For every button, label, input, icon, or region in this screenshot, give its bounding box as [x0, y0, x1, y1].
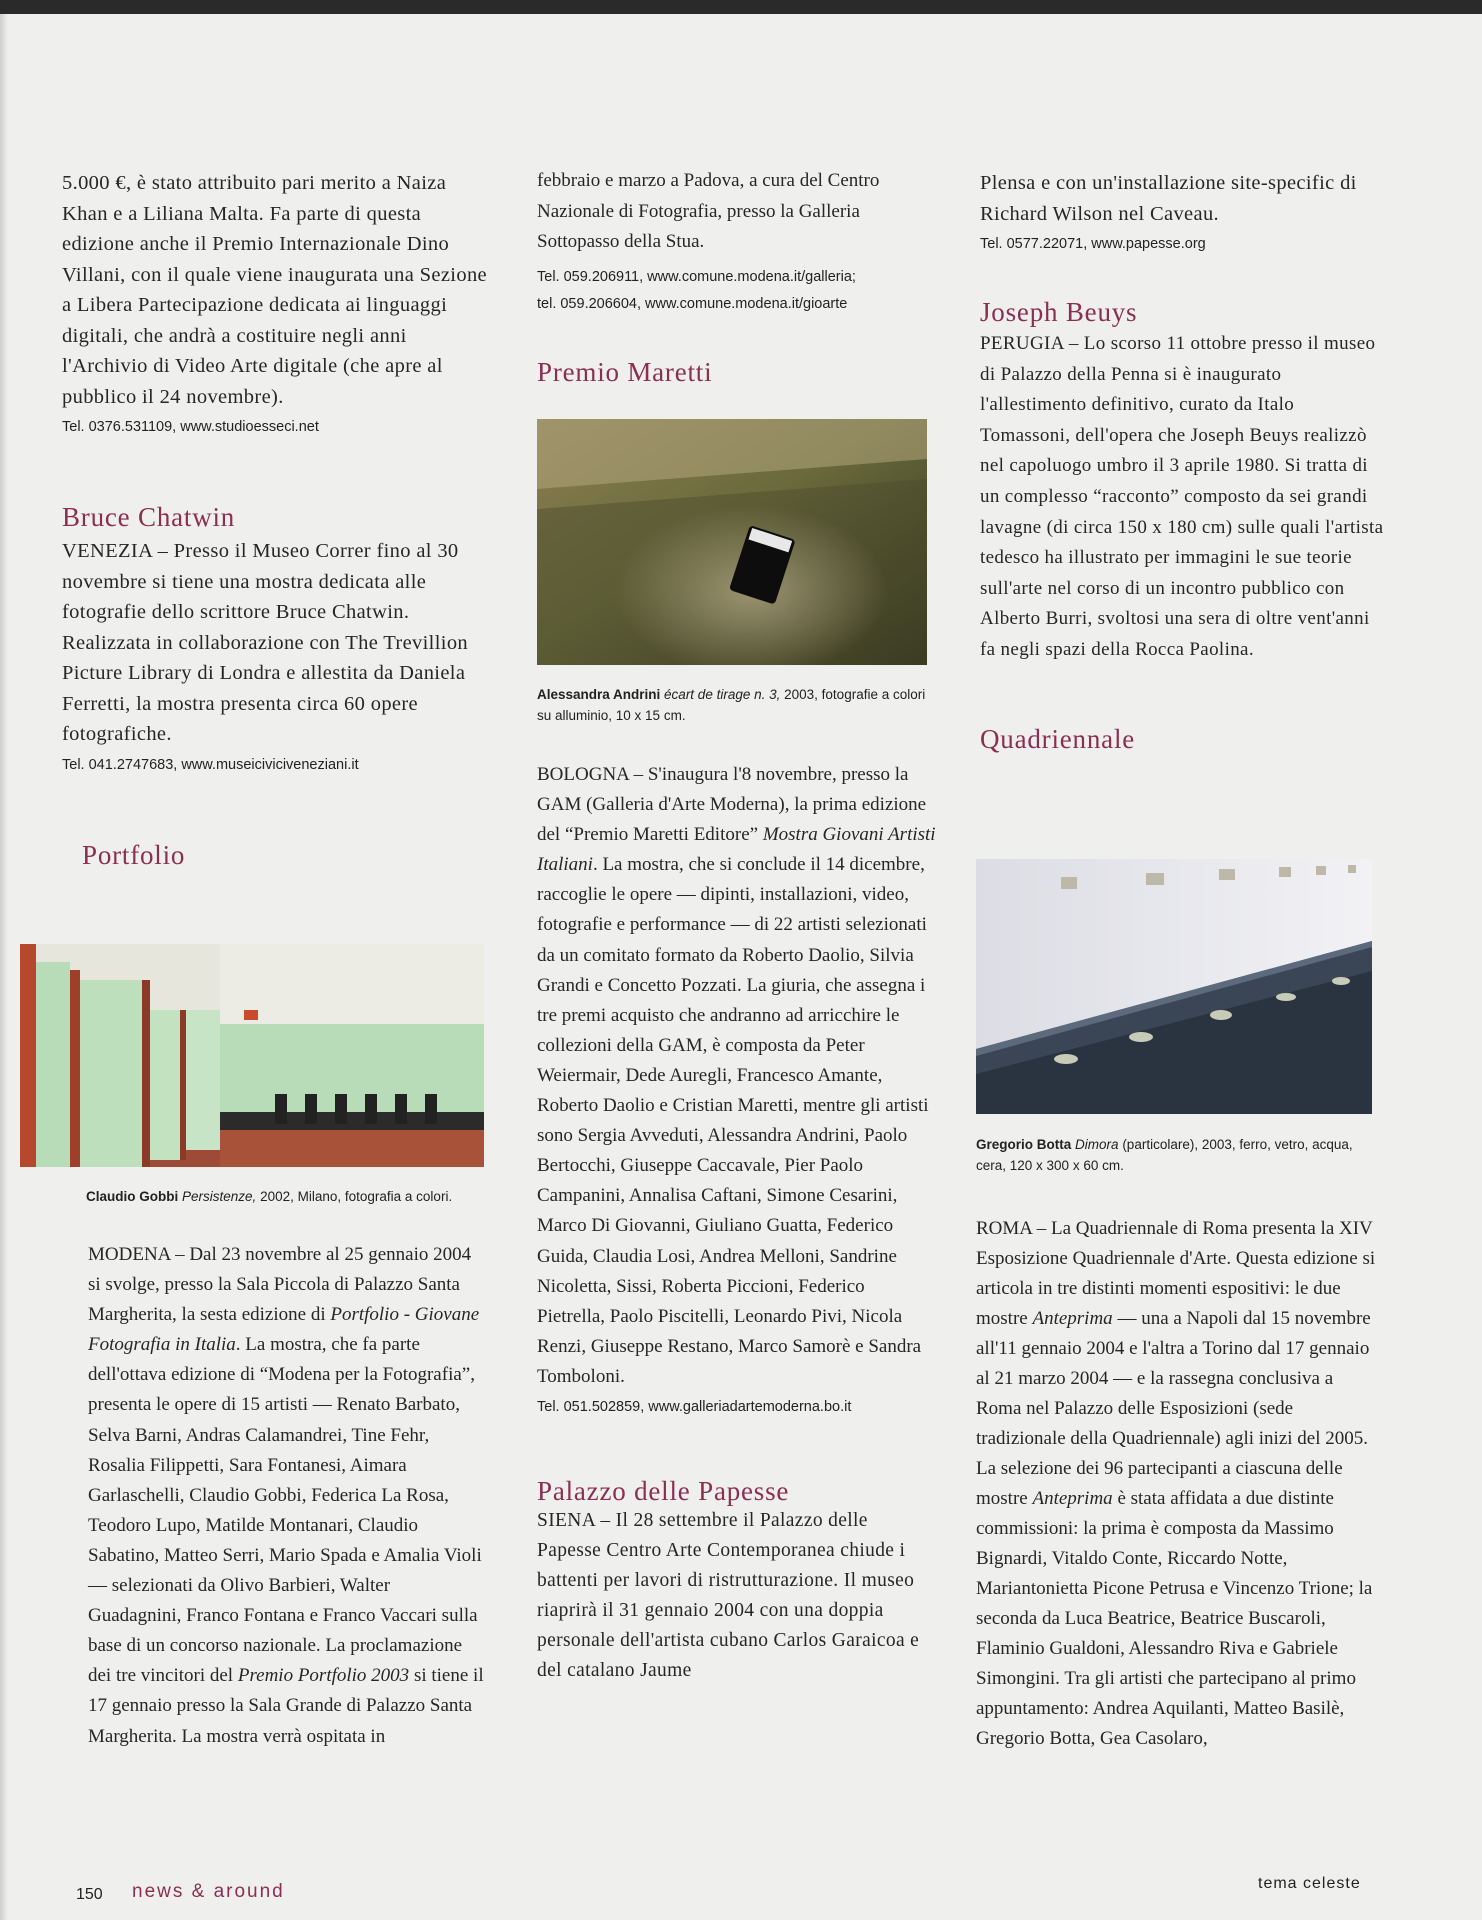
portfolio-text-3: si tiene il 17 gennaio presso la Sala Grande di Palazzo Santa Margherita. La mostra verrà ospitata in: [88, 1665, 484, 1747]
quadriennale-photo: [976, 859, 1372, 1114]
section-name: news & around: [132, 1881, 285, 1902]
quadriennale-photo-graphic: [976, 859, 1372, 1114]
caption-details: 2003, fotografie a colori su alluminio, 10 x 15 cm.: [537, 687, 926, 723]
maretti-contact: Tel. 051.502859, www.galleriadartemoderna.bo.it: [537, 1398, 852, 1415]
mostra-giovani-italic: Mostra Giovani Artisti Italiani: [537, 824, 936, 876]
modena-contact-1: Tel. 059.206911, www.comune.modena.it/galleria;: [537, 268, 856, 285]
caption-work: Dimora: [1075, 1137, 1119, 1152]
portfolio-text-2: . La mostra, che fa parte dell'ottava edizione di “Modena per la Fotografia”, presenta le opere di 15 artisti — Renato Barbato, Selva Barni, Andras Calamandrei, Tine Fehr, Rosalia Filippetti, Sara Fontanesi, Aimara Garlaschelli, Claudio Gobbi, Federica La Rosa, Teodoro Lupo, Matilde Montanari, Claudio Sabatino, Matteo Serri, Mario Spada e Amalia Violi — selezionati da Olivo Barbieri, Walter Guadagnini, Franco Fontana e Franco Vaccari sulla base di un concorso nazionale. La proclamazione dei tre vincitori del: [88, 1334, 482, 1687]
caption-details: 2002, Milano, fotografia a colori.: [260, 1189, 453, 1204]
maretti-caption: [537, 684, 937, 726]
heading-bruce-chatwin: Bruce Chatwin: [62, 502, 236, 532]
maretti-photo-graphic: [537, 419, 927, 665]
maretti-text-1: BOLOGNA – S'inaugura l'8 novembre, presso la GAM (Galleria d'Arte Moderna), la prima edizione del “Premio Maretti Editore”: [537, 764, 927, 846]
premio-portfolio-italic: Premio Portfolio 2003: [237, 1665, 410, 1687]
quadriennale-article: [976, 1214, 1376, 1754]
chatwin-paragraph: VENEZIA – Presso il Museo Correr fino al 30 novembre si tiene una mostra dedicata alle fotografie dello scrittore Bruce Chatwin. Realizzata in collaborazione con The Trevillion Picture Library di Londra e allestita da Daniela Ferretti, la mostra presenta circa 60 opere fotografiche.: [62, 540, 469, 745]
column-1: [62, 168, 490, 874]
column-2: [537, 166, 937, 391]
caption-artist: Alessandra Andrini: [537, 687, 661, 702]
corridor-photo-graphic: [20, 944, 484, 1167]
padova-paragraph: febbraio e marzo a Padova, a cura del Centro Nazionale di Fotografia, presso la Galleria Sottopasso della Stua.: [537, 170, 880, 252]
portfolio-title-italic: Portfolio - Giovane Fotografia in Italia: [88, 1304, 480, 1356]
quad-text-2: — una a Napoli dal 15 novembre all'11 gennaio 2004 e l'altra a Torino dal 17 gennaio al 21 marzo 2004 — e la rassegna conclusiva a Roma nel Palazzo delle Esposizioni (sede tradizionale della Quadriennale) agli inizi del 2005. La selezione dei 96 partecipanti a ciascuna delle mostre: [976, 1308, 1371, 1509]
maretti-text-2: . La mostra, che si conclude il 14 dicembre, raccoglie le opere — dipinti, installazioni, video, fotografie e performance — di 22 artisti selezionati da un comitato formato da Roberto Daolio, Silvia Grandi e Concetto Pozzati. La giuria, che assegna i tre premi acquisto che andranno ad arricchire le collezioni della GAM, è composta da Peter Weiermair, Dede Auregli, Francesco Amante, Roberto Daolio e Cristian Maretti, mentre gli artisti sono Sergia Avveduti, Alessandra Andrini, Paolo Bertocchi, Giuseppe Caccavale, Pier Paolo Campanini, Annalisa Caftani, Simone Cesarini, Marco Di Giovanni, Giuliano Guatta, Federico Guida, Claudia Losi, Andrea Melloni, Sandrine Nicoletta, Sissi, Roberta Piccioni, Federico Pietrella, Paolo Piscitelli, Leonardo Pivi, Nicola Renzi, Giuseppe Restano, Marco Samorè e Sandra Tomboloni.: [537, 854, 929, 1387]
page-number: 150: [76, 1886, 103, 1903]
caption-work: écart de tirage n. 3,: [664, 687, 781, 702]
intro-contact: Tel. 0376.531109, www.studioesseci.net: [62, 419, 319, 435]
papesse-contact: Tel. 0577.22071, www.papesse.org: [980, 236, 1206, 252]
quadriennale-caption: [976, 1134, 1376, 1176]
caption-work: Persistenze,: [182, 1189, 257, 1204]
papesse-continued: Plensa e con un'installazione site-specific di Richard Wilson nel Caveau.: [980, 172, 1357, 225]
magazine-name: tema celeste: [1258, 1875, 1361, 1892]
caption-artist: Gregorio Botta: [976, 1137, 1072, 1152]
column-3: [980, 168, 1385, 758]
heading-joseph-beuys: Joseph Beuys: [980, 297, 1138, 327]
intro-paragraph: 5.000 €, è stato attribuito pari merito a Naiza Khan e a Liliana Malta. Fa parte di questa edizione anche il Premio Internazionale Dino Villani, con il quale viene inaugurata una Sezione a Libera Partecipazione dedicata ai linguaggi digitali, che andrà a costituire negli anni l'Archivio di Video Arte digitale (che apre al pubblico il 24 novembre).: [62, 172, 487, 408]
anteprima-italic-2: Anteprima: [1032, 1488, 1113, 1509]
portfolio-article: [88, 1240, 488, 1752]
maretti-photo: [537, 419, 927, 665]
quad-text-1: ROMA – La Quadriennale di Roma presenta la XIV Esposizione Quadriennale d'Arte. Questa edizione si articola in tre distinti momenti espositivi: le due mostre: [976, 1218, 1376, 1329]
heading-portfolio: Portfolio: [82, 839, 186, 870]
papesse-paragraph: SIENA – Il 28 settembre il Palazzo delle Papesse Centro Arte Contemporanea chiude i battenti per lavori di ristrutturazione. Il museo riaprirà il 31 gennaio 2004 con una doppia personale dell'artista cubano Carlos Garaicoa e del catalano Jaume: [537, 1509, 920, 1681]
heading-palazzo-papesse: Palazzo delle Papesse: [537, 1475, 790, 1506]
caption-artist: Claudio Gobbi: [86, 1189, 179, 1204]
heading-quadriennale: Quadriennale: [980, 723, 1136, 754]
portfolio-caption: [86, 1186, 486, 1207]
caption-details: (particolare), 2003, ferro, vetro, acqua, cera, 120 x 300 x 60 cm.: [976, 1137, 1353, 1173]
quad-text-3: è stata affidata a due distinte commissioni: la prima è composta da Massimo Bignardi, Vitaldo Conte, Riccardo Notte, Mariantonietta Picone Petrusa e Vincenzo Trione; la seconda da Luca Beatrice, Beatrice Buscaroli, Flaminio Gualdoni, Alessandro Riva e Gabriele Simongini. Tra gli artisti che partecipano al primo appuntamento: Andrea Aquilanti, Matteo Basilè, Gregorio Botta, Gea Casolaro,: [976, 1488, 1373, 1749]
heading-premio-maretti: Premio Maretti: [537, 356, 713, 387]
page-gutter-shadow: [0, 14, 8, 1920]
portfolio-text-1: MODENA – Dal 23 novembre al 25 gennaio 2004 si svolge, presso la Sala Piccola di Palazzo Santa Margherita, la sesta edizione di: [88, 1244, 472, 1326]
portfolio-photo: [20, 944, 484, 1167]
anteprima-italic-1: Anteprima: [1032, 1308, 1113, 1329]
top-edge: [0, 0, 1482, 14]
modena-contact-2: tel. 059.206604, www.comune.modena.it/gioarte: [537, 295, 848, 312]
beuys-paragraph: PERUGIA – Lo scorso 11 ottobre presso il museo di Palazzo della Penna si è inaugurato l'allestimento definitivo, curato da Italo Tomassoni, dell'opera che Joseph Beuys realizzò nel capoluogo umbro il 3 aprile 1980. Si tratta di un complesso “racconto” composto da sei grandi lavagne (di circa 150 x 180 cm) sulle quali l'artista tedesco ha illustrato per immagini le sue teorie sull'arte nel corso di un incontro pubblico con Alberto Burri, svoltosi una sera di oltre vent'anni fa negli spazi della Rocca Paolina.: [980, 333, 1384, 660]
chatwin-contact: Tel. 041.2747683, www.museiciviciveneziani.it: [62, 756, 359, 773]
maretti-article: [537, 760, 937, 1686]
